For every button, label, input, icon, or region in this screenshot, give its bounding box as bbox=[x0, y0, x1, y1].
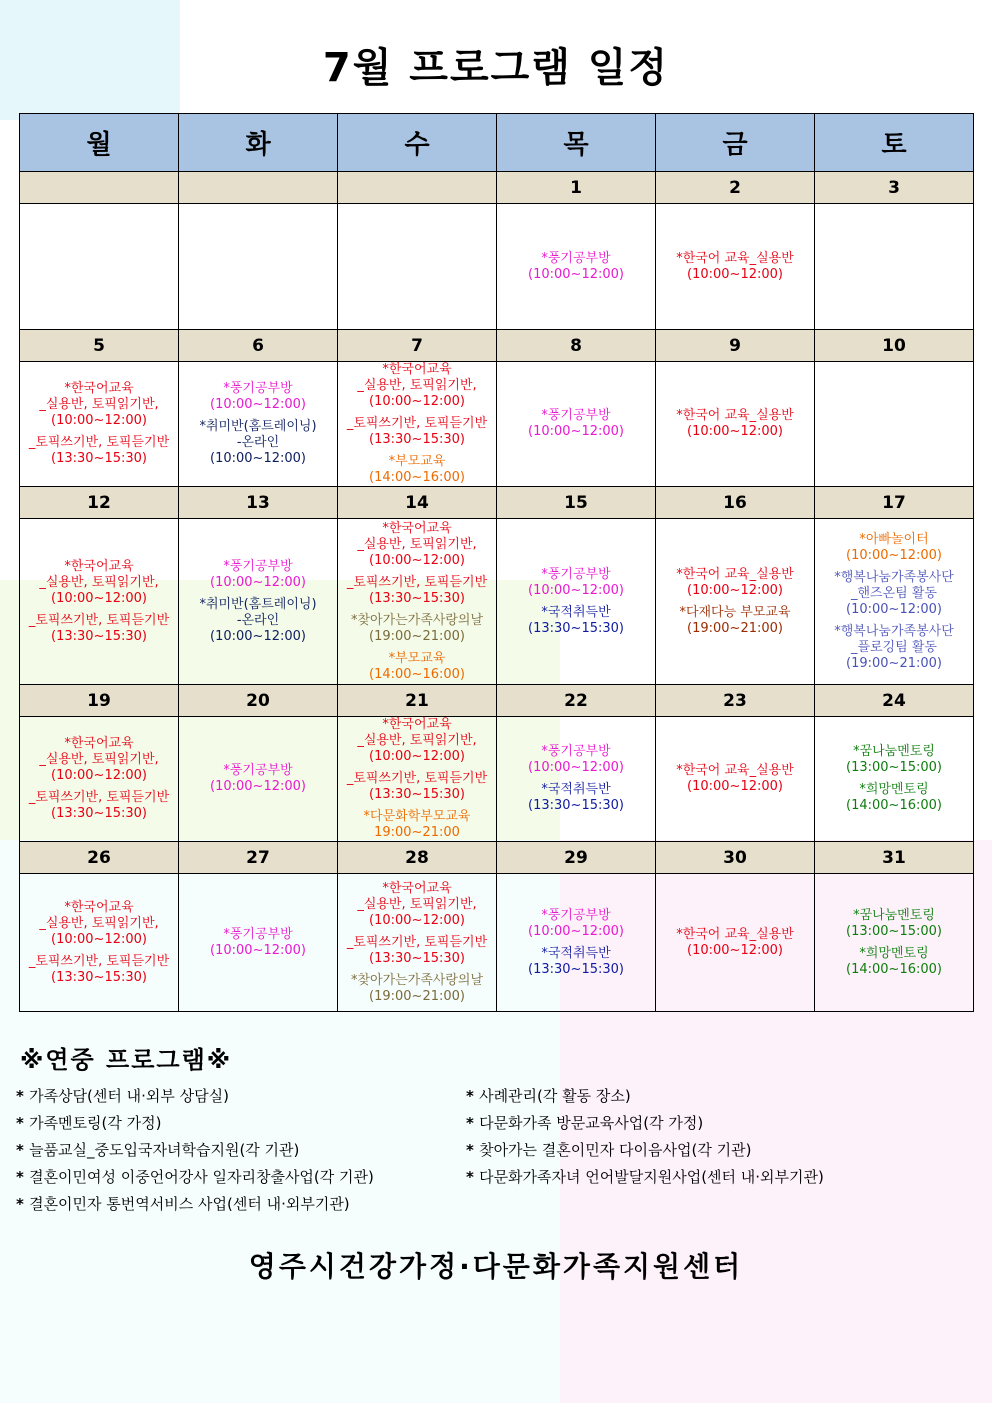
event-text: (13:30~15:30) bbox=[51, 969, 147, 985]
event-text: (10:00~12:00) bbox=[528, 923, 624, 939]
event-text: (14:00~16:00) bbox=[846, 961, 942, 977]
event-entry bbox=[817, 624, 971, 672]
event-text: (13:30~15:30) bbox=[369, 950, 465, 966]
weekday-header: 목 bbox=[497, 114, 656, 172]
event-text: _토픽쓰기반, 토픽듣기반 bbox=[346, 416, 488, 431]
event-entry bbox=[499, 567, 653, 599]
event-text: *한국어교육 bbox=[382, 520, 452, 536]
day-cell bbox=[656, 519, 815, 685]
event-entry bbox=[499, 408, 653, 440]
day-cell bbox=[20, 204, 179, 330]
event-text: (13:30~15:30) bbox=[528, 961, 624, 977]
event-text: _실용반, 토픽읽기반, bbox=[39, 915, 159, 931]
date-number: 13 bbox=[179, 487, 338, 519]
event-text: (10:00~12:00) bbox=[846, 547, 942, 563]
event-text: *국적취득반 bbox=[541, 945, 611, 961]
event-text: (13:30~15:30) bbox=[51, 628, 147, 644]
event-entry bbox=[499, 782, 653, 814]
event-text: (13:30~15:30) bbox=[369, 590, 465, 606]
event-text: (10:00~12:00) bbox=[51, 768, 147, 783]
event-entry bbox=[181, 763, 335, 795]
event-entry bbox=[658, 927, 812, 959]
date-number: 14 bbox=[338, 487, 497, 519]
event-text: (10:00~12:00) bbox=[528, 760, 624, 775]
yearround-title: ※연중 프로그램※ bbox=[20, 1046, 233, 1074]
weekday-header-row bbox=[20, 114, 974, 172]
day-cell bbox=[815, 874, 974, 1012]
event-text: *한국어교육 bbox=[382, 880, 452, 896]
event-text: *풍기공부방 bbox=[223, 381, 293, 396]
event-text: (10:00~12:00) bbox=[528, 266, 624, 282]
event-text: *풍기공부방 bbox=[223, 558, 293, 574]
event-text: (13:30~15:30) bbox=[51, 451, 147, 466]
event-text: *찾아가는가족사랑의날 bbox=[350, 612, 484, 628]
program-item: * 다문화가족 방문교육사업(각 가정) bbox=[466, 1110, 824, 1137]
event-text: (10:00~12:00) bbox=[369, 912, 465, 928]
event-text: *부모교육 bbox=[388, 454, 446, 469]
event-entry bbox=[499, 251, 653, 283]
event-entry bbox=[340, 881, 494, 929]
date-row bbox=[20, 842, 974, 874]
event-text: (19:00~21:00) bbox=[687, 620, 783, 636]
event-entry bbox=[340, 973, 494, 1005]
date-number bbox=[179, 172, 338, 204]
date-number: 10 bbox=[815, 330, 974, 362]
event-text: *풍기공부방 bbox=[541, 566, 611, 582]
event-entry bbox=[340, 454, 494, 486]
event-entry bbox=[181, 927, 335, 959]
event-entry bbox=[499, 744, 653, 776]
day-cell bbox=[338, 874, 497, 1012]
event-text: (14:00~16:00) bbox=[369, 470, 465, 485]
event-entry bbox=[340, 416, 494, 448]
event-entry bbox=[22, 900, 176, 948]
date-number: 20 bbox=[179, 685, 338, 717]
event-entry bbox=[658, 763, 812, 795]
day-cell bbox=[20, 717, 179, 842]
event-text: (10:00~12:00) bbox=[210, 451, 306, 466]
date-number bbox=[20, 172, 179, 204]
event-text: (19:00~21:00) bbox=[369, 628, 465, 644]
day-cell bbox=[179, 519, 338, 685]
event-entry bbox=[658, 567, 812, 599]
day-cell bbox=[179, 874, 338, 1012]
event-text: (10:00~12:00) bbox=[528, 424, 624, 439]
event-text: (10:00~12:00) bbox=[210, 397, 306, 412]
date-number: 15 bbox=[497, 487, 656, 519]
event-text: *국적취득반 bbox=[541, 604, 611, 620]
event-text: _토픽쓰기반, 토픽듣기반 bbox=[346, 934, 488, 950]
event-text: (10:00~12:00) bbox=[687, 582, 783, 598]
date-number: 17 bbox=[815, 487, 974, 519]
date-number: 5 bbox=[20, 330, 179, 362]
day-cell bbox=[179, 362, 338, 487]
day-cell bbox=[815, 362, 974, 487]
event-text: (19:00~21:00) bbox=[846, 655, 942, 671]
event-entry bbox=[499, 908, 653, 940]
event-entry bbox=[817, 570, 971, 618]
event-entry bbox=[499, 946, 653, 978]
day-cell bbox=[497, 519, 656, 685]
day-cell bbox=[338, 519, 497, 685]
program-item: * 찾아가는 결혼이민자 다이음사업(각 기관) bbox=[466, 1137, 824, 1164]
event-text: *취미반(홈트레이닝) bbox=[199, 419, 317, 434]
day-cell bbox=[497, 204, 656, 330]
event-text: (10:00~12:00) bbox=[51, 931, 147, 947]
day-cell bbox=[20, 362, 179, 487]
event-text: *꿈나눔멘토링 bbox=[853, 744, 935, 759]
program-item: * 가족상담(센터 내·외부 상담실) bbox=[16, 1083, 374, 1110]
event-text: *행복나눔가족봉사단 bbox=[834, 569, 954, 585]
event-text: _플로깅팀 활동 bbox=[851, 639, 937, 655]
day-cell bbox=[338, 204, 497, 330]
event-text: _실용반, 토픽읽기반, bbox=[357, 378, 477, 393]
event-text: (10:00~12:00) bbox=[210, 574, 306, 590]
day-cell bbox=[497, 874, 656, 1012]
date-number: 12 bbox=[20, 487, 179, 519]
event-entry bbox=[340, 613, 494, 645]
date-number: 8 bbox=[497, 330, 656, 362]
event-text: (10:00~12:00) bbox=[210, 942, 306, 958]
date-row bbox=[20, 685, 974, 717]
date-number: 9 bbox=[656, 330, 815, 362]
day-cell bbox=[338, 362, 497, 487]
date-number: 29 bbox=[497, 842, 656, 874]
day-cell bbox=[656, 874, 815, 1012]
event-entry bbox=[499, 605, 653, 637]
yearround-list-right bbox=[466, 1083, 824, 1191]
event-text: (13:30~15:30) bbox=[369, 432, 465, 447]
weekday-header: 화 bbox=[179, 114, 338, 172]
event-text: *한국어교육 bbox=[64, 558, 134, 574]
date-number: 16 bbox=[656, 487, 815, 519]
event-entry bbox=[181, 381, 335, 413]
date-number: 19 bbox=[20, 685, 179, 717]
event-text: (10:00~12:00) bbox=[210, 628, 306, 644]
day-cell bbox=[20, 874, 179, 1012]
calendar-body bbox=[20, 172, 974, 1012]
date-number: 21 bbox=[338, 685, 497, 717]
event-entry bbox=[340, 362, 494, 410]
event-text: *다재다능 부모교육 bbox=[679, 604, 791, 620]
event-entry bbox=[22, 435, 176, 467]
day-cell bbox=[179, 717, 338, 842]
event-text: _실용반, 토픽읽기반, bbox=[357, 733, 477, 748]
day-cell bbox=[656, 362, 815, 487]
event-text: *풍기공부방 bbox=[541, 408, 611, 423]
event-text: _토픽쓰기반, 토픽듣기반 bbox=[28, 790, 170, 805]
organization-name: 영주시건강가정·다문화가족지원센터 bbox=[248, 1250, 744, 1283]
event-entry bbox=[817, 532, 971, 564]
day-cell bbox=[338, 717, 497, 842]
event-entry bbox=[340, 935, 494, 967]
event-text: *풍기공부방 bbox=[541, 744, 611, 759]
event-entry bbox=[181, 597, 335, 645]
weekday-header: 수 bbox=[338, 114, 497, 172]
day-cell bbox=[815, 717, 974, 842]
yearround-list-left bbox=[16, 1083, 374, 1218]
event-entry bbox=[340, 717, 494, 765]
event-text: (10:00~12:00) bbox=[687, 266, 783, 282]
event-text: *한국어 교육_실용반 bbox=[676, 926, 794, 942]
event-text: *한국어 교육_실용반 bbox=[676, 250, 794, 266]
event-text: *한국어교육 bbox=[64, 381, 134, 396]
event-entry bbox=[22, 954, 176, 986]
event-text: (10:00~12:00) bbox=[528, 582, 624, 598]
program-item: * 결혼이민자 통번역서비스 사업(센터 내·외부기관) bbox=[16, 1191, 374, 1218]
event-text: *취미반(홈트레이닝) bbox=[199, 596, 317, 612]
date-number: 27 bbox=[179, 842, 338, 874]
date-number: 2 bbox=[656, 172, 815, 204]
date-number: 6 bbox=[179, 330, 338, 362]
event-text: -온라인 bbox=[236, 612, 280, 628]
event-text: *한국어교육 bbox=[382, 717, 452, 732]
event-text: *한국어교육 bbox=[64, 736, 134, 751]
event-text: (10:00~12:00) bbox=[846, 601, 942, 617]
event-text: *행복나눔가족봉사단 bbox=[834, 623, 954, 639]
event-text: (10:00~12:00) bbox=[369, 394, 465, 409]
event-entry bbox=[817, 744, 971, 776]
event-text: *한국어교육 bbox=[64, 899, 134, 915]
event-text: (10:00~12:00) bbox=[369, 552, 465, 568]
date-number: 30 bbox=[656, 842, 815, 874]
day-cell bbox=[497, 717, 656, 842]
date-number: 7 bbox=[338, 330, 497, 362]
event-row bbox=[20, 519, 974, 685]
event-text: *부모교육 bbox=[388, 650, 446, 666]
event-text: _토픽쓰기반, 토픽듣기반 bbox=[346, 771, 488, 786]
event-text: *한국어 교육_실용반 bbox=[676, 408, 794, 423]
event-text: *풍기공부방 bbox=[223, 763, 293, 778]
program-item: * 다문화가족자녀 언어발달지원사업(센터 내·외부기관) bbox=[466, 1164, 824, 1191]
event-text: _핸즈온팀 활동 bbox=[851, 585, 937, 601]
event-text: _실용반, 토픽읽기반, bbox=[357, 536, 477, 552]
calendar-table bbox=[19, 113, 974, 1012]
event-text: (10:00~12:00) bbox=[51, 590, 147, 606]
date-number: 31 bbox=[815, 842, 974, 874]
date-row bbox=[20, 172, 974, 204]
date-number: 22 bbox=[497, 685, 656, 717]
event-entry bbox=[340, 521, 494, 569]
event-text: (14:00~16:00) bbox=[369, 666, 465, 682]
date-number: 23 bbox=[656, 685, 815, 717]
date-number bbox=[338, 172, 497, 204]
event-entry bbox=[22, 790, 176, 822]
event-entry bbox=[658, 605, 812, 637]
event-text: *한국어 교육_실용반 bbox=[676, 763, 794, 778]
event-text: -온라인 bbox=[236, 435, 280, 450]
event-row bbox=[20, 874, 974, 1012]
event-text: *꿈나눔멘토링 bbox=[853, 907, 935, 923]
date-number: 1 bbox=[497, 172, 656, 204]
event-text: 19:00~21:00 bbox=[374, 825, 460, 840]
event-text: (13:00~15:00) bbox=[846, 760, 942, 775]
event-entry bbox=[340, 651, 494, 683]
event-text: *찾아가는가족사랑의날 bbox=[350, 972, 484, 988]
event-text: (13:30~15:30) bbox=[528, 798, 624, 813]
weekday-header: 월 bbox=[20, 114, 179, 172]
weekday-header: 금 bbox=[656, 114, 815, 172]
event-row bbox=[20, 717, 974, 842]
event-entry bbox=[22, 559, 176, 607]
event-text: (13:30~15:30) bbox=[369, 787, 465, 802]
event-entry bbox=[340, 771, 494, 803]
event-row bbox=[20, 204, 974, 330]
event-text: (10:00~12:00) bbox=[369, 749, 465, 764]
program-item: * 늘품교실_중도입국자녀학습지원(각 기관) bbox=[16, 1137, 374, 1164]
event-entry bbox=[181, 559, 335, 591]
event-entry bbox=[817, 908, 971, 940]
event-entry bbox=[22, 381, 176, 429]
date-number: 24 bbox=[815, 685, 974, 717]
event-entry bbox=[817, 782, 971, 814]
event-text: *희망멘토링 bbox=[859, 782, 929, 797]
event-text: _실용반, 토픽읽기반, bbox=[39, 752, 159, 767]
event-text: _실용반, 토픽읽기반, bbox=[39, 574, 159, 590]
day-cell bbox=[179, 204, 338, 330]
day-cell bbox=[656, 717, 815, 842]
event-text: (14:00~16:00) bbox=[846, 798, 942, 813]
event-entry bbox=[658, 251, 812, 283]
event-text: (19:00~21:00) bbox=[369, 988, 465, 1004]
day-cell bbox=[815, 519, 974, 685]
event-entry bbox=[817, 946, 971, 978]
event-text: _실용반, 토픽읽기반, bbox=[39, 397, 159, 412]
event-text: *아빠놀이터 bbox=[859, 531, 929, 547]
event-text: (10:00~12:00) bbox=[687, 779, 783, 794]
event-entry bbox=[22, 736, 176, 784]
date-number: 28 bbox=[338, 842, 497, 874]
date-number: 26 bbox=[20, 842, 179, 874]
date-number: 3 bbox=[815, 172, 974, 204]
event-text: (10:00~12:00) bbox=[210, 779, 306, 794]
event-text: (13:30~15:30) bbox=[51, 806, 147, 821]
event-text: *국적취득반 bbox=[541, 782, 611, 797]
date-row bbox=[20, 330, 974, 362]
event-text: *풍기공부방 bbox=[223, 926, 293, 942]
event-text: (13:30~15:30) bbox=[528, 620, 624, 636]
event-text: (10:00~12:00) bbox=[687, 424, 783, 439]
day-cell bbox=[497, 362, 656, 487]
day-cell bbox=[20, 519, 179, 685]
event-text: _토픽쓰기반, 토픽듣기반 bbox=[28, 612, 170, 628]
event-entry bbox=[181, 419, 335, 467]
page-title: 7월 프로그램 일정 bbox=[322, 45, 670, 91]
event-entry bbox=[340, 575, 494, 607]
event-text: (10:00~12:00) bbox=[51, 413, 147, 428]
event-text: _토픽쓰기반, 토픽듣기반 bbox=[28, 953, 170, 969]
event-row bbox=[20, 362, 974, 487]
event-text: (10:00~12:00) bbox=[687, 942, 783, 958]
event-text: _실용반, 토픽읽기반, bbox=[357, 896, 477, 912]
day-cell bbox=[656, 204, 815, 330]
program-item: * 결혼이민여성 이중언어강사 일자리창출사업(각 기관) bbox=[16, 1164, 374, 1191]
event-entry bbox=[22, 613, 176, 645]
day-cell bbox=[815, 204, 974, 330]
weekday-header: 토 bbox=[815, 114, 974, 172]
event-text: *한국어교육 bbox=[382, 362, 452, 377]
event-text: *다문화학부모교육 bbox=[363, 809, 471, 824]
program-item: * 사례관리(각 활동 장소) bbox=[466, 1083, 824, 1110]
event-entry bbox=[658, 408, 812, 440]
date-row bbox=[20, 487, 974, 519]
event-text: (13:00~15:00) bbox=[846, 923, 942, 939]
event-text: _토픽쓰기반, 토픽듣기반 bbox=[28, 435, 170, 450]
program-item: * 가족멘토링(각 가정) bbox=[16, 1110, 374, 1137]
event-text: *한국어 교육_실용반 bbox=[676, 566, 794, 582]
event-text: *희망멘토링 bbox=[859, 945, 929, 961]
event-entry bbox=[340, 809, 494, 841]
event-text: *풍기공부방 bbox=[541, 250, 611, 266]
event-text: _토픽쓰기반, 토픽듣기반 bbox=[346, 574, 488, 590]
event-text: *풍기공부방 bbox=[541, 907, 611, 923]
